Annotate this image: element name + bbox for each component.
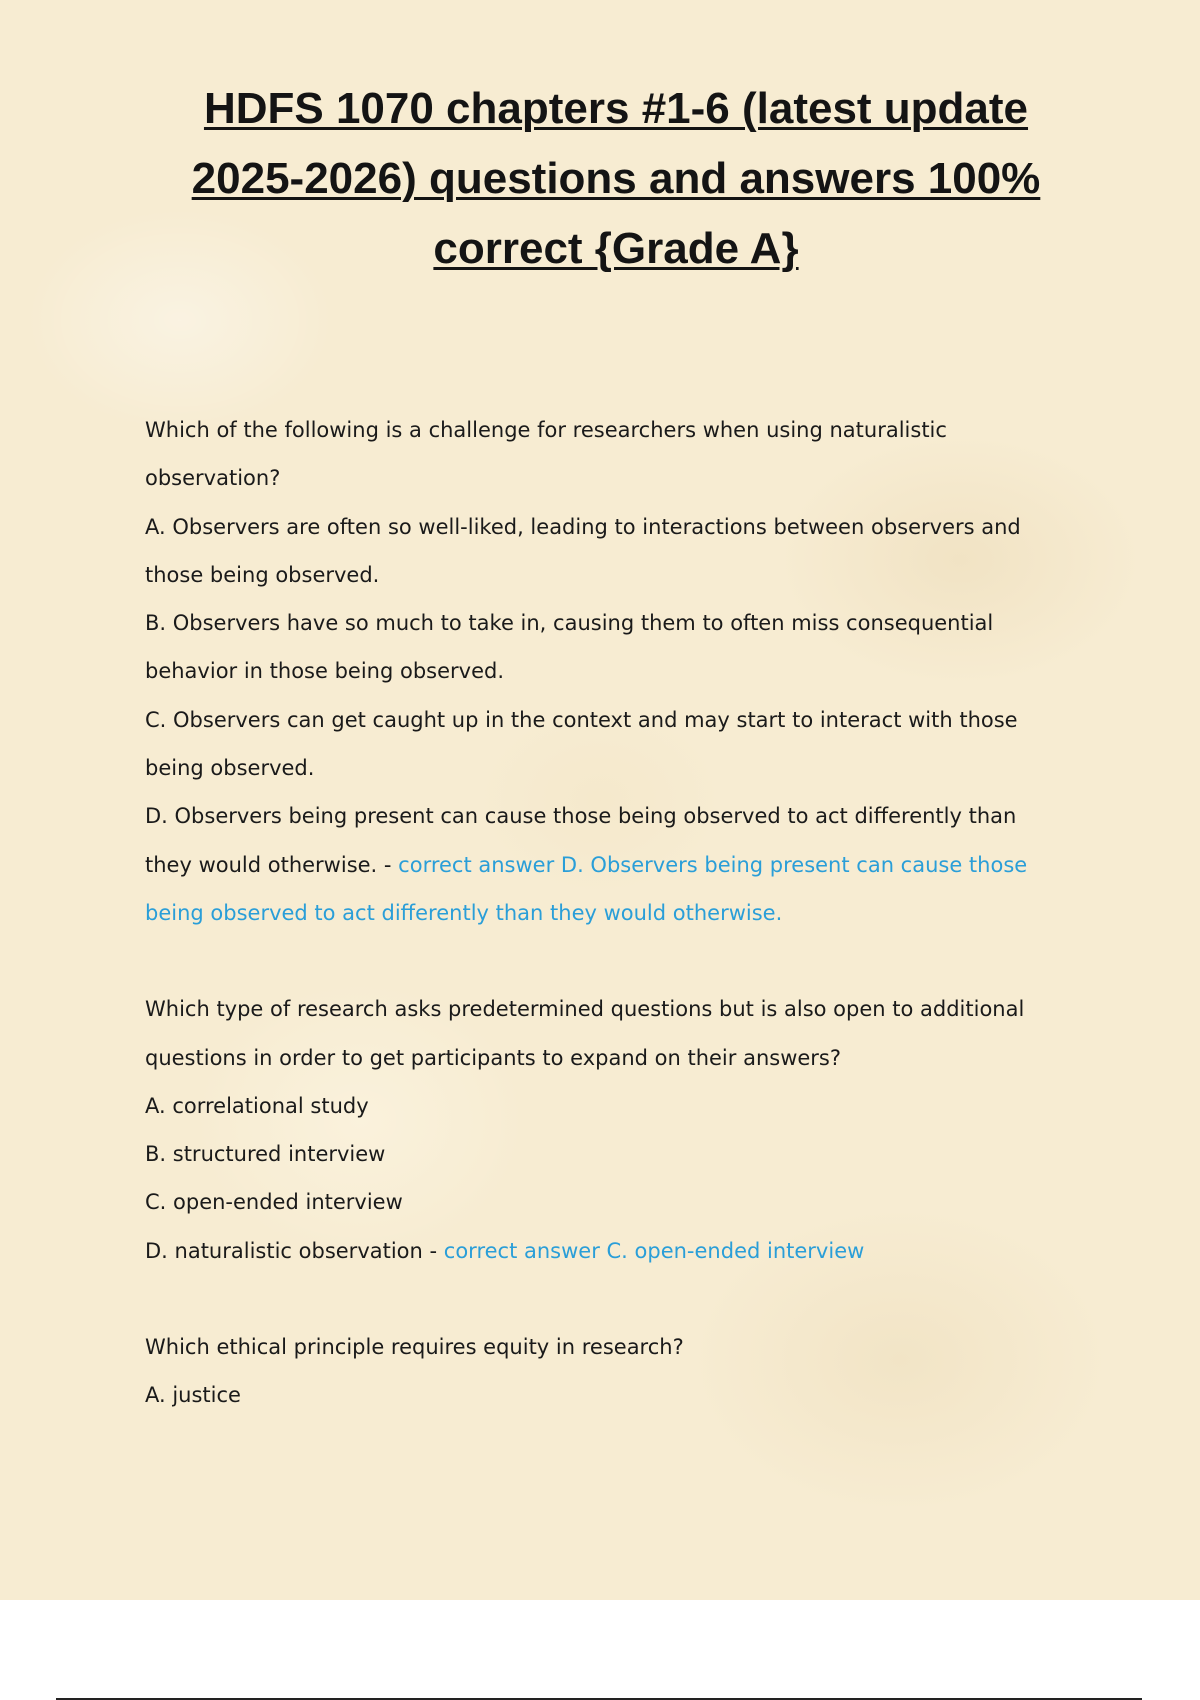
option-a: A. Observers are often so well-liked, leading to interactions between observers and those being observed. [145, 514, 1021, 587]
document-title: HDFS 1070 chapters #1-6 (latest update 2025-2026) questions and answers 100% correct {Grade A} [191, 84, 1041, 273]
option-d-with-answer [145, 1227, 1065, 1275]
question-block-2 [145, 985, 1065, 1275]
option-d-with-answer [145, 792, 1065, 937]
correct-answer: correct answer D. Observers being present can cause those being observed to act differently than they would otherwise. [145, 852, 1028, 925]
option-b: B. Observers have so much to take in, causing them to often miss consequential behavior in those being observed. [145, 611, 994, 684]
option-c: C. open-ended interview [145, 1190, 403, 1215]
question-block-1 [145, 406, 1065, 937]
option-d: D. Observers being present can cause those being observed to act differently than they would otherwise. - [145, 804, 1017, 877]
option-a: A. correlational study [145, 1093, 369, 1118]
question-text: Which of the following is a challenge for researchers when using naturalistic observation? [145, 418, 947, 491]
document-body [145, 406, 1065, 1468]
question-text: Which type of research asks predetermined questions but is also open to additional questions in order to get participants to expand on their answers? [145, 997, 1025, 1070]
option-d: D. naturalistic observation - [145, 1238, 444, 1263]
correct-answer: correct answer C. open-ended interview [443, 1238, 865, 1263]
question-block-3 [145, 1323, 1065, 1420]
question-text: Which ethical principle requires equity in research? [145, 1335, 684, 1360]
option-b: B. structured interview [145, 1142, 386, 1167]
option-a: A. justice [145, 1383, 241, 1408]
option-c: C. Observers can get caught up in the context and may start to interact with those being observed. [145, 707, 1018, 781]
